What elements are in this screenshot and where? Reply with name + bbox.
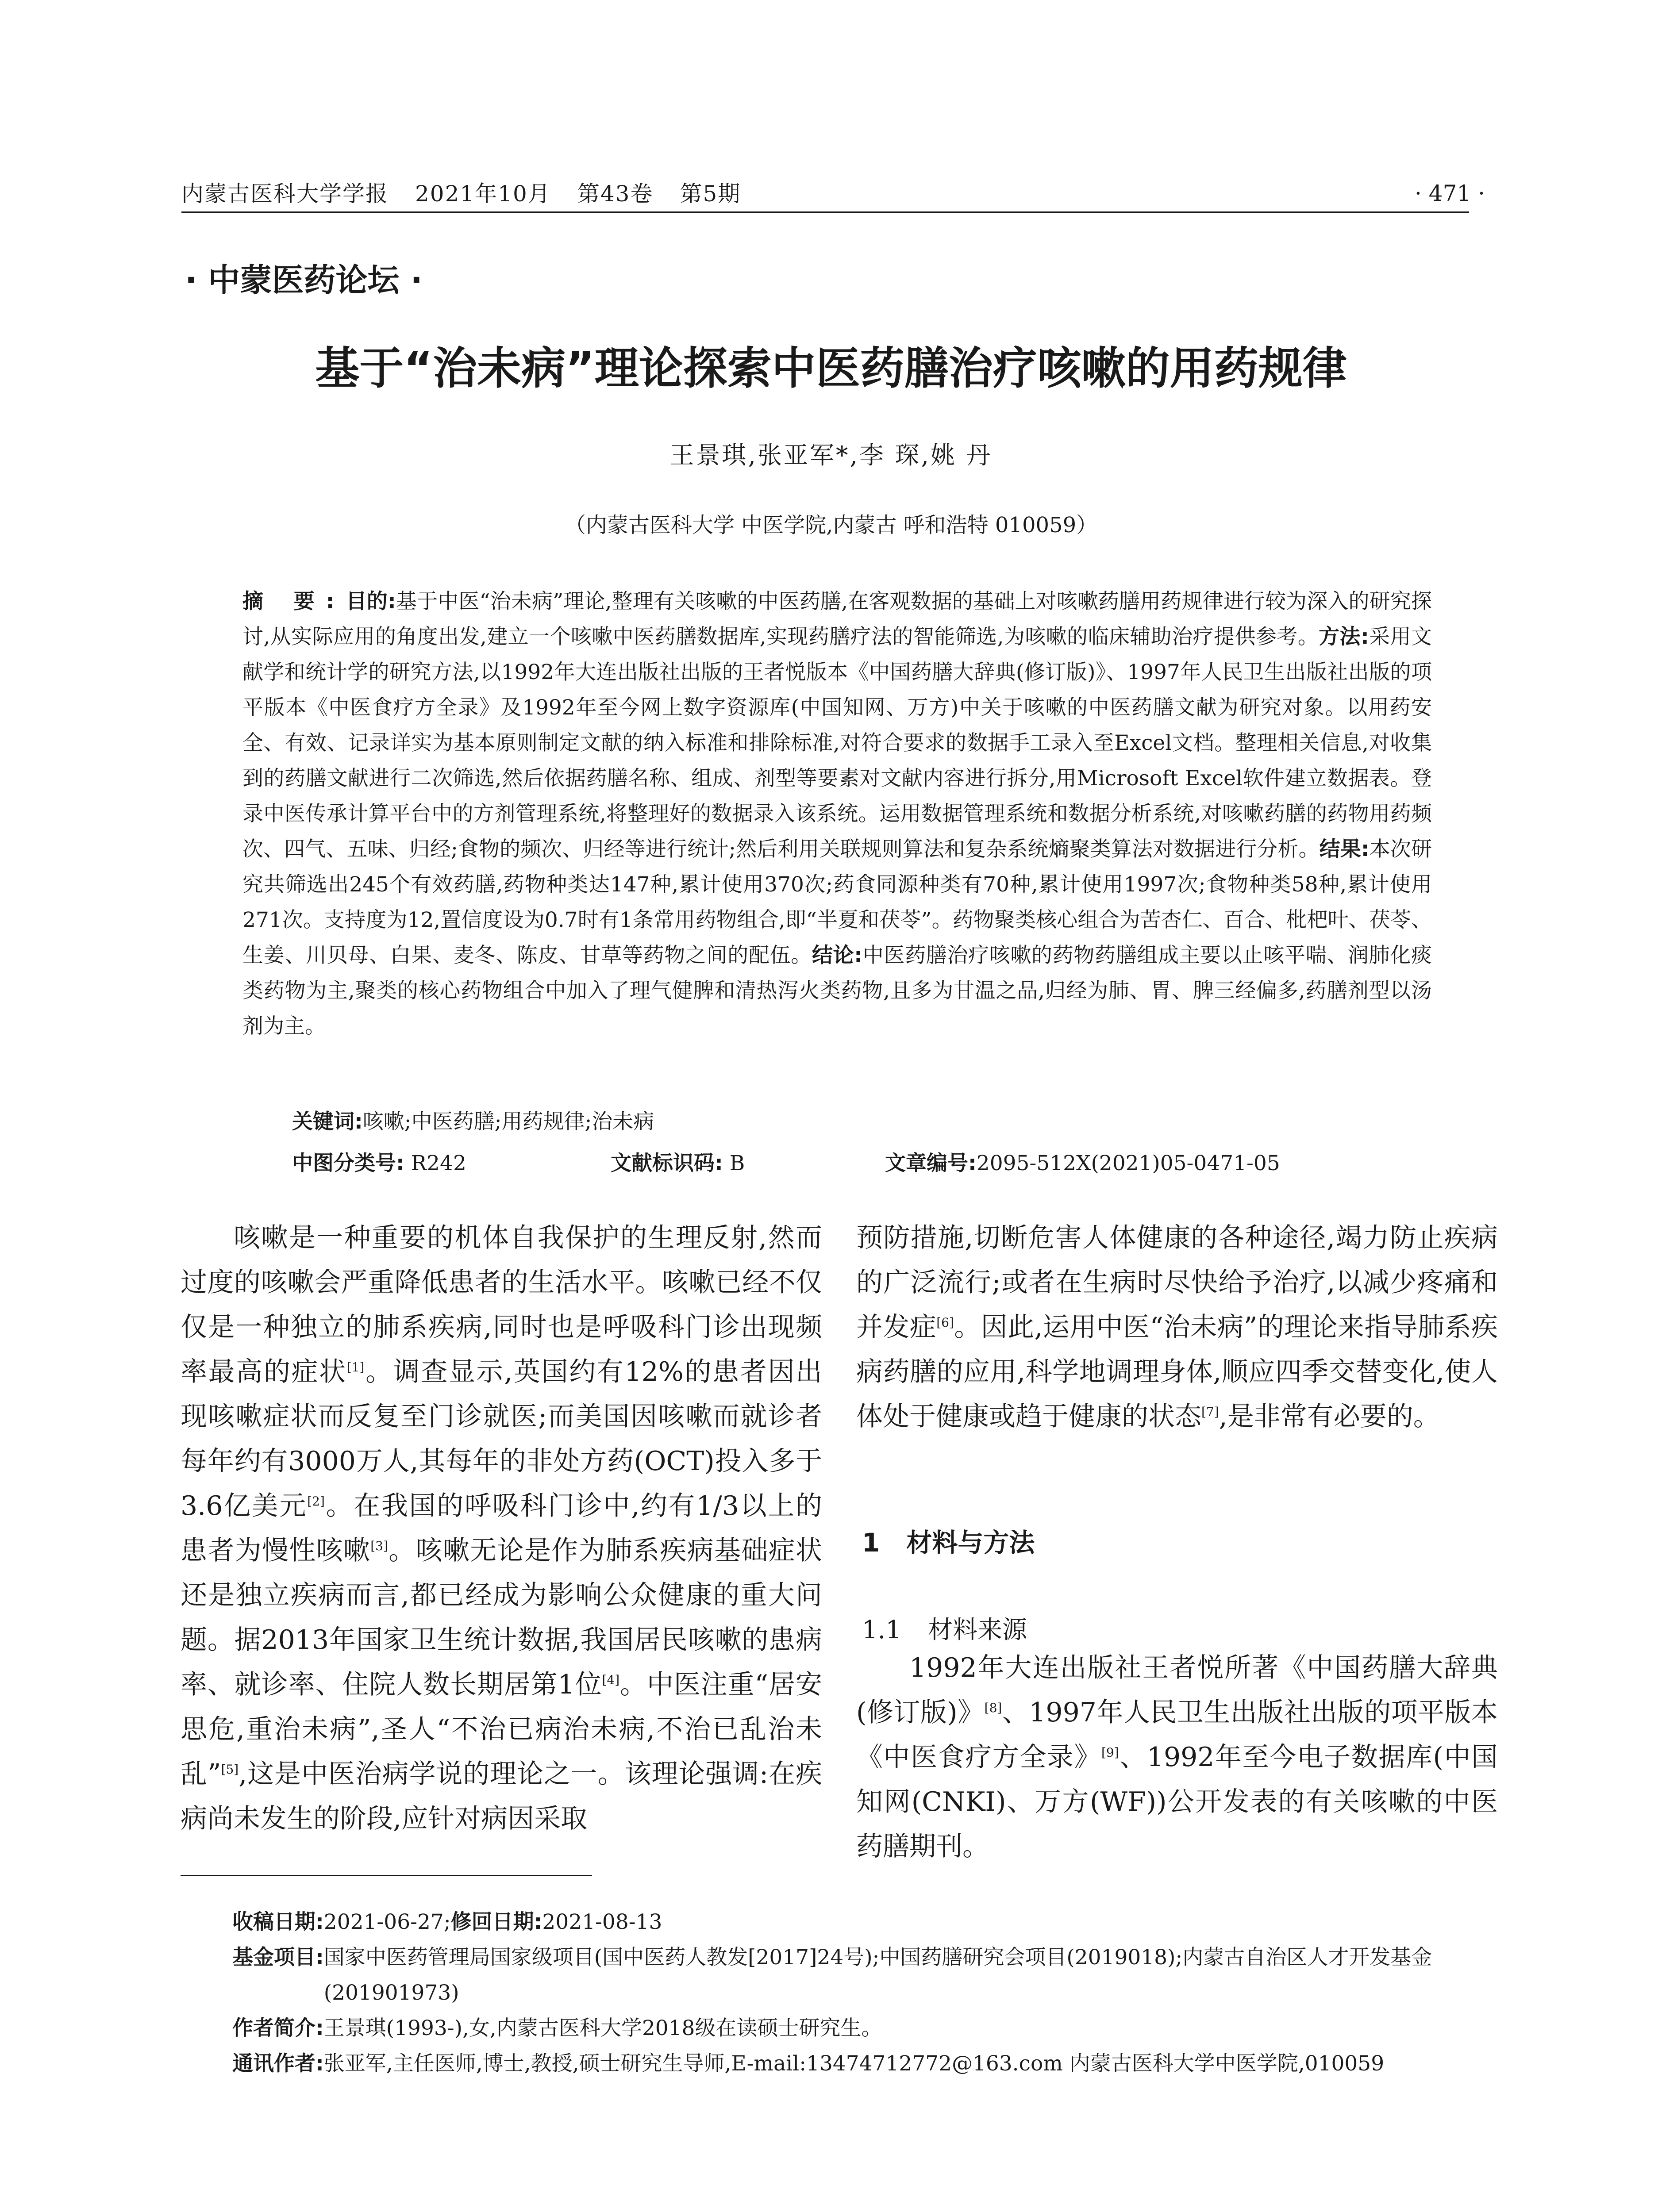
keywords [292,1105,654,1135]
corresponding-text[interactable]: 张亚军,主任医师,博士,教授,硕士研究生导师,E-mail:13474712772@163.com 内蒙古医科大学中医学院,010059 [323,2051,1385,2076]
materials-paragraph [856,1646,1498,1869]
citation-ref[interactable]: [9] [1101,1745,1119,1760]
keywords-label: 关键词: [292,1110,363,1134]
intro-cont-text-2: 。因此,运用中医“治未病”的理论来指导肺系疾病药膳的应用,科学地调理身体,顺应四季交替变化,使人体处于健康或趋于健康的状态 [856,1312,1498,1432]
intro-text-3: 。在我国的呼吸科门诊中,约有1/3以上的患者为慢性咳嗽 [181,1490,822,1566]
section-heading-1 [862,1522,1035,1559]
footnotes [232,1905,1489,2081]
clc-number [292,1147,466,1176]
clc-value: R242 [411,1151,466,1175]
materials-source-block [856,1646,1498,1869]
issue-date: 2021年10月 [415,181,551,207]
intro-text-6: ,这是中医治病学说的理论之一。该理论强调:在疾病尚未发生的阶段,应针对病因采取 [181,1759,822,1834]
materials-text-1: 1992年大连出版社王者悦所著《中国药膳大辞典(修订版)》 [856,1652,1498,1728]
citation-ref[interactable]: [6] [936,1315,954,1330]
article-no-value: 2095-512X(2021)05-0471-05 [976,1151,1280,1175]
abstract-method: 采用文献学和统计学的研究方法,以1992年大连出版社出版的王者悦版本《中国药膳大辞典(修订版)》、1997年人民卫生出版社出版的项平版本《中医食疗方全录》及1992年至今网上数字资源库(中国知网、万方)中关于咳嗽的中医药膳文献为研究对象。以用药安全、有效、记录详实为基本原则制定文献的纳入标准和排除标准,对符合要求的数据手工录入至Excel文档。整理相关信息,对收集到的药膳文献进行二次筛选,然后依据药膳名称、组成、剂型等要素对文献内容进行拆分,用Microsoft Excel软件建立数据表。登录中医传承计算平台中的方剂管理系统,将整理好的数据录入该系统。运用数据管理系统和数据分析系统,对咳嗽药膳的药物用药频次、四气、五味、归经;食物的频次、归经等进行统计;然后利用关联规则算法和复杂系统熵聚类算法对数据进行分析。 [242,625,1432,861]
doc-code-label: 文献标识码: [611,1151,723,1175]
section-heading-1-1 [862,1610,1027,1646]
fund-text: 国家中医药管理局国家级项目(国中医药人教发[2017]24号);中国药膳研究会项目(2019018);内蒙古自治区人才开发基金(201901973) [323,1945,1432,2005]
received-date: 2021-06-27; [323,1910,451,1934]
affiliation: （内蒙古医科大学 中医学院,内蒙古 呼和浩特 010059） [564,513,1098,538]
footnote-correspondence [232,2046,1489,2081]
result-label: 结果: [1319,837,1370,861]
doc-code-value: B [729,1151,745,1175]
citation-ref[interactable]: [2] [307,1494,325,1509]
running-header [181,176,767,208]
abstract-label: 摘 要: [242,589,346,614]
citation-ref[interactable]: [8] [984,1701,1002,1715]
citation-ref[interactable]: [1] [346,1360,365,1375]
issue: 第5期 [680,181,741,207]
section-heading-text: 材料与方法 [906,1528,1035,1558]
abstract-result: 本次研究共筛选出245个有效药膳,药物种类达147种,累计使用370次;药食同源种类有70种,累计使用1997次;食物种类58种,累计使用271次。支持度为12,置信度设为0.7时有1条常用药物组合,即“半夏和茯苓”。药物聚类核心组合为苦杏仁、百合、枇杷叶、茯苓、生姜、川贝母、白果、麦冬、陈皮、甘草等药物之间的配伍。 [242,837,1432,968]
author-bio-label: 作者简介: [232,2016,324,2040]
body-right-column [856,1216,1498,1439]
method-label: 方法: [1319,625,1369,649]
footnote-fund [232,1940,1489,2011]
section-title: · 中蒙医药论坛 · [185,261,423,299]
footnote-received [232,1905,1489,1940]
intro-paragraph [181,1216,822,1841]
footnote-author [232,2011,1489,2046]
intro-text-2: 。调查显示,英国约有12%的患者因出现咳嗽症状而反复至门诊就医;而美国因咳嗽而就诊者每年约有3000万人,其每年的非处方药(OCT)投入多于3.6亿美元 [181,1356,823,1521]
intro-cont-text-1: 预防措施,切断危害人体健康的各种途径,竭力防止疾病的广泛流行;或者在生病时尽快给予治疗,以减少疼痛和并发症 [856,1222,1498,1343]
journal-name: 内蒙古医科大学学报 [181,181,389,207]
purpose-label: 目的: [346,589,396,614]
conclusion-label: 结论: [812,943,863,968]
intro-text-5: 。中医注重“居安思危,重治未病”,圣人“不治已病治未病,不治已乱治未乱” [181,1669,822,1790]
abstract-purpose: 基于中医“治未病”理论,整理有关咳嗽的中医药膳,在客观数据的基础上对咳嗽药膳用药规律进行较为深入的研究探讨,从实际应用的角度出发,建立一个咳嗽中医药膳数据库,实现药膳疗法的智能筛选,为咳嗽的临床辅助治疗提供参考。 [242,589,1432,649]
intro-cont-text-3: ,是非常有必要的。 [1219,1401,1440,1432]
author-list: 王景琪,张亚军*,李 琛,姚 丹 [669,441,993,469]
subsection-heading-text: 材料来源 [928,1616,1027,1644]
header-rule [181,211,1469,213]
intro-text-4: 。咳嗽无论是作为肺系疾病基础症状还是独立疾病而言,都已经成为影响公众健康的重大问题。据2013年国家卫生统计数据,我国居民咳嗽的患病率、就诊率、住院人数长期居第1位 [181,1535,823,1700]
author-bio-text: 王景琪(1993-),女,内蒙古医科大学2018级在读硕士研究生。 [323,2016,882,2040]
citation-ref[interactable]: [3] [370,1539,388,1553]
body-left-column [181,1216,822,1841]
intro-continued-paragraph [856,1216,1498,1439]
citation-ref[interactable]: [7] [1201,1405,1219,1419]
footnote-rule [181,1875,592,1876]
article-title: 基于“治未病”理论探索中医药膳治疗咳嗽的用药规律 [315,342,1347,394]
clc-label: 中图分类号: [292,1151,404,1175]
document-code [611,1147,745,1176]
abstract-conclusion: 中医药膳治疗咳嗽的药物药膳组成主要以止咳平喘、润肺化痰类药物为主,聚类的核心药物组合中加入了理气健脾和清热泻火类药物,且多为甘温之品,归经为肺、胃、脾三经偏多,药膳剂型以汤剂为主。 [242,943,1432,1038]
article-number [885,1147,1280,1176]
received-label: 收稿日期: [232,1910,324,1934]
abstract [242,584,1432,1044]
materials-text-2: 、1997年人民卫生出版社出版的项平版本《中医食疗方全录》 [856,1697,1498,1773]
article-no-label: 文章编号: [885,1151,977,1175]
subsection-number: 1.1 [862,1616,902,1644]
revised-label: 修回日期: [450,1910,542,1934]
corresponding-label: 通讯作者: [232,2051,324,2076]
citation-ref[interactable]: [4] [602,1673,620,1687]
revised-date: 2021-08-13 [542,1910,662,1934]
fund-label: 基金项目: [232,1945,324,1970]
intro-text-1: 咳嗽是一种重要的机体自我保护的生理反射,然而过度的咳嗽会严重降低患者的生活水平。咳嗽已经不仅仅是一种独立的肺系疾病,同时也是呼吸科门诊出现频率最高的症状 [181,1222,822,1387]
citation-ref[interactable]: [5] [221,1762,239,1777]
keywords-value: 咳嗽;中医药膳;用药规律;治未病 [362,1110,654,1134]
page-number: · 471 · [1414,180,1485,206]
section-number: 1 [862,1528,880,1558]
volume: 第43卷 [577,181,654,207]
materials-text-3: 、1992年至今电子数据库(中国知网(CNKI)、万方(WF))公开发表的有关咳嗽的中医药膳期刊。 [856,1742,1498,1862]
